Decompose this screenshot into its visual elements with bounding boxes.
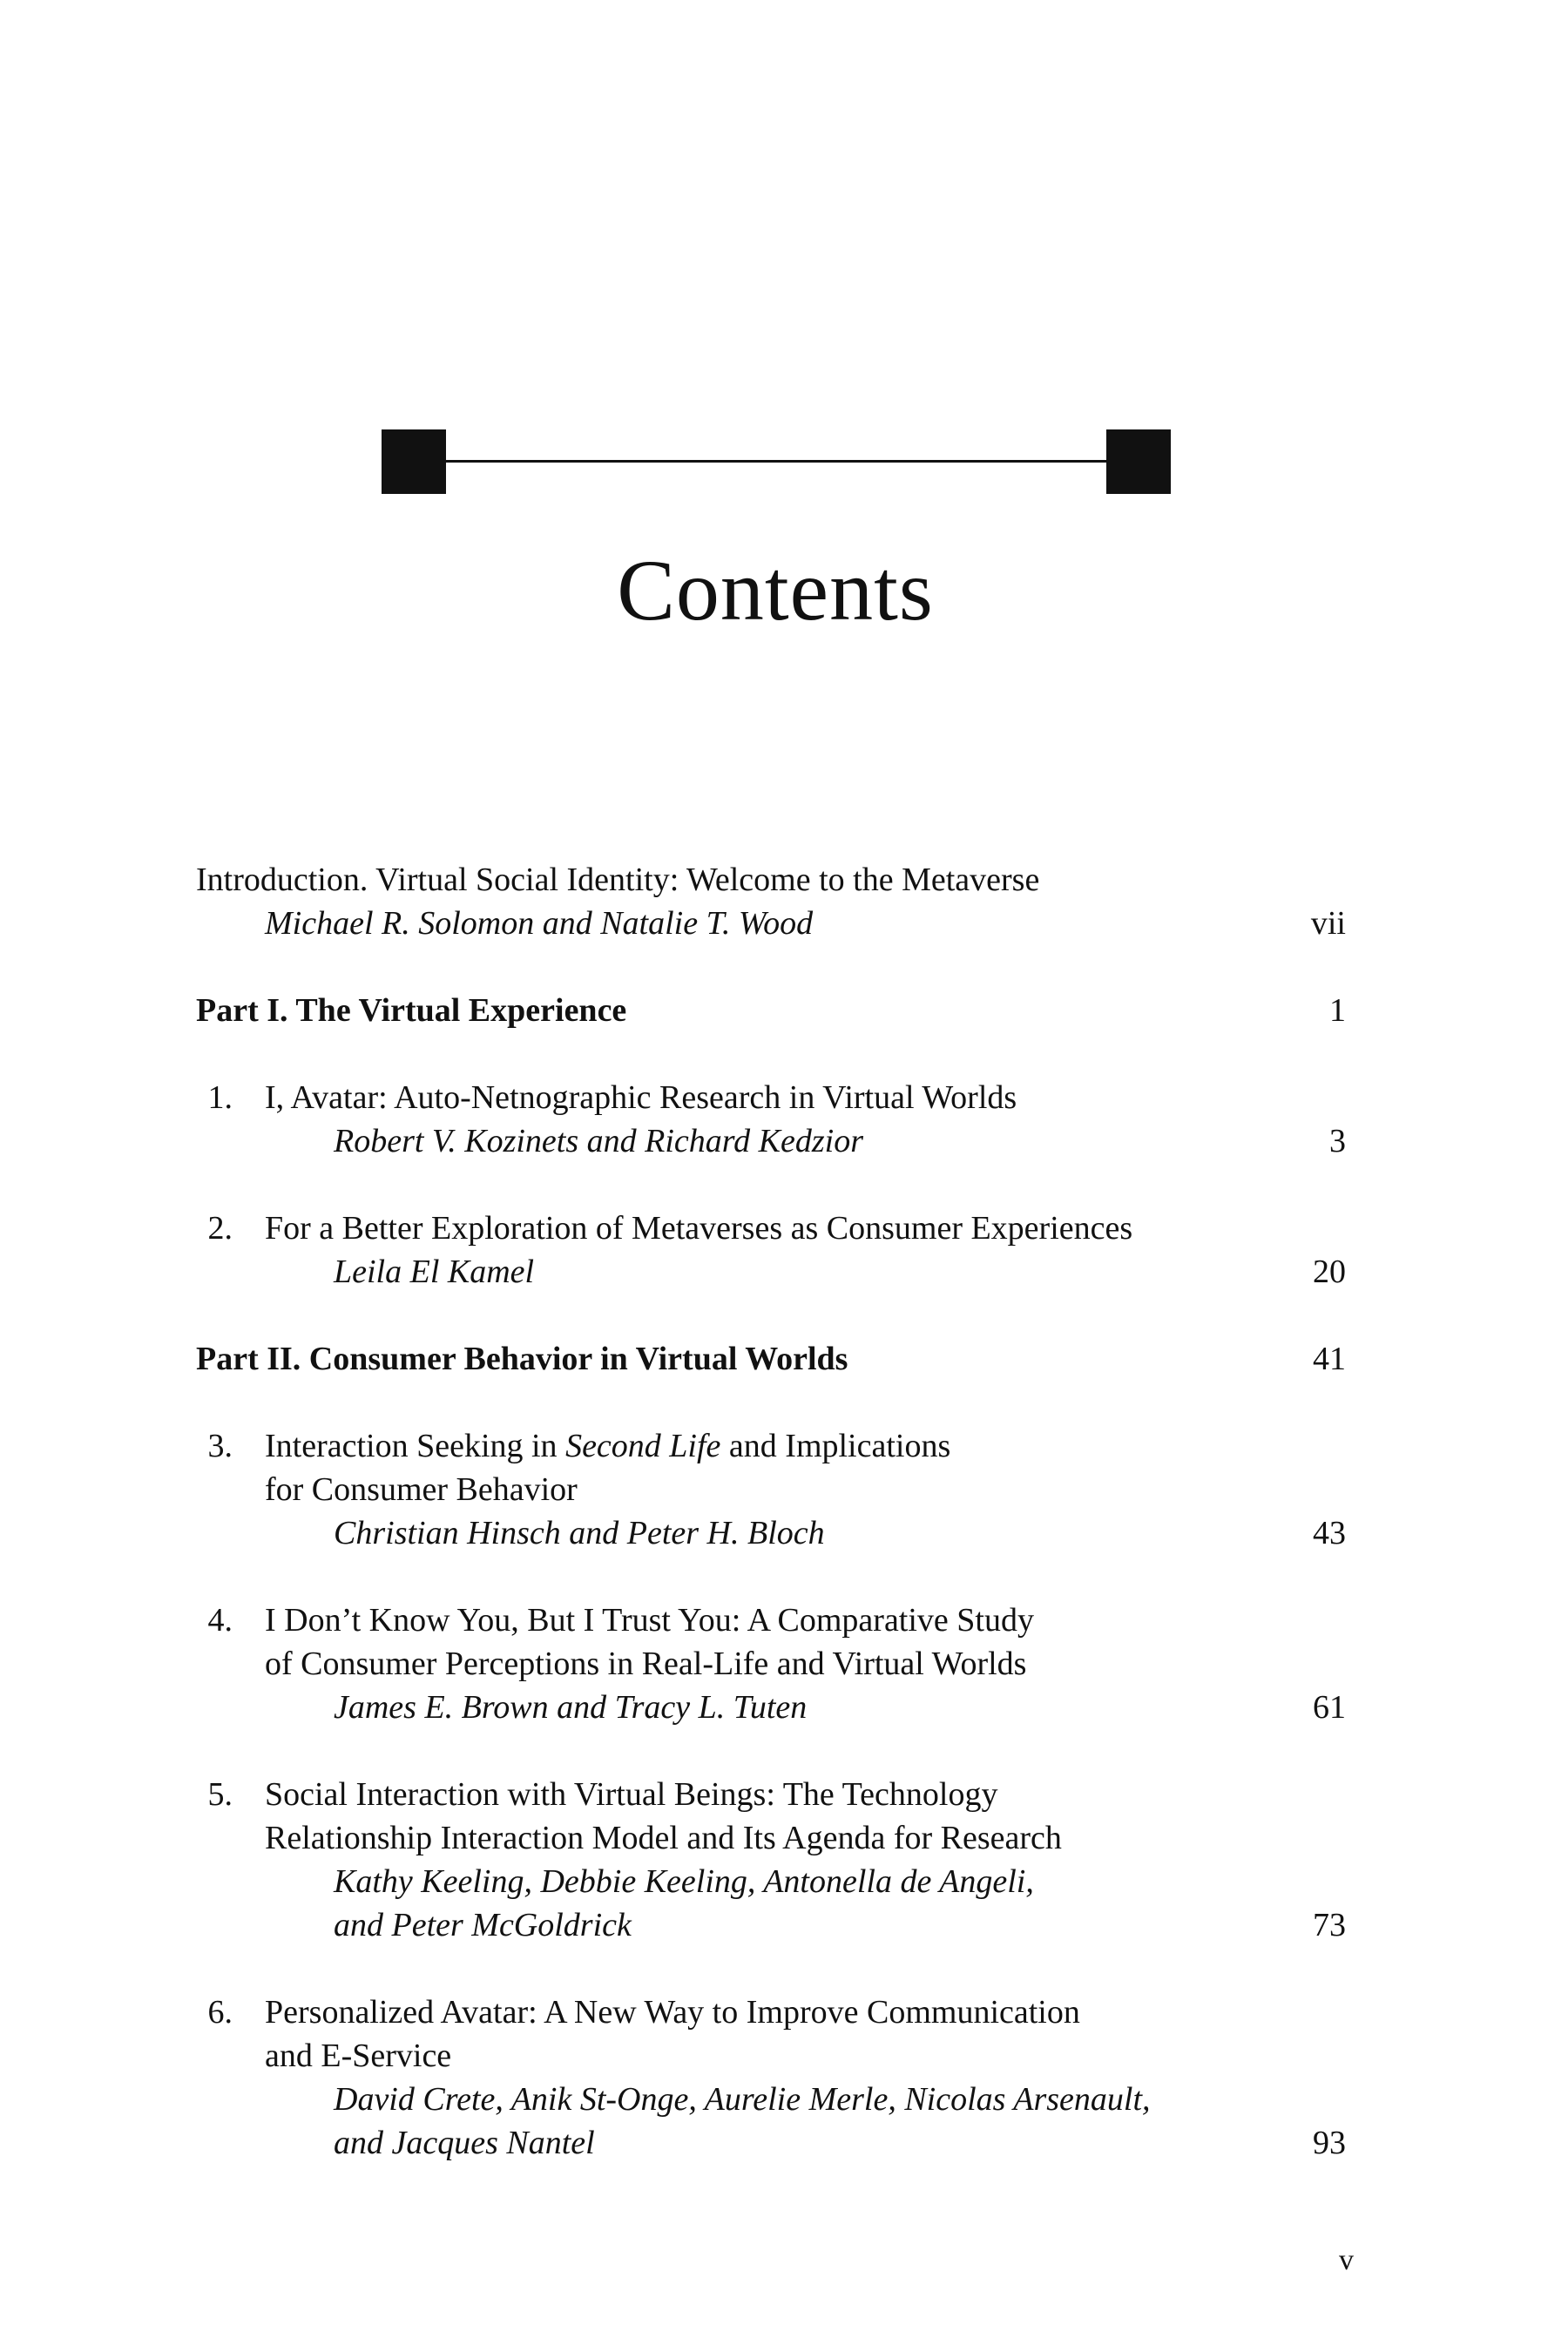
ornament-square-right xyxy=(1106,429,1171,494)
chapter-4-title-line2: of Consumer Perceptions in Real-Life and Virtual Worlds xyxy=(265,1646,1027,1682)
chapter-2-authors: Leila El Kamel xyxy=(334,1254,535,1290)
toc-chapter-1[interactable] xyxy=(196,1076,1346,1119)
chapter-4-page-number: 61 xyxy=(1313,1689,1346,1726)
chapter-1-page-number: 3 xyxy=(1329,1123,1346,1159)
chapter-3-title xyxy=(265,1424,950,1468)
chapter-1-title: I, Avatar: Auto-Netnographic Research in Virtual Worlds xyxy=(265,1079,1017,1116)
chapter-6-number: 6. xyxy=(207,1994,233,2031)
chapter-6-authors-line1: David Crete, Anik St-Onge, Aurelie Merle, Nicolas Arsenault, xyxy=(334,2081,1151,2118)
toc-chapter-3-title-line-2 xyxy=(196,1468,1346,1511)
toc-chapter-5-title-line-2 xyxy=(196,1816,1346,1860)
part2-page-number: 41 xyxy=(1313,1341,1346,1377)
toc-chapter-3[interactable] xyxy=(196,1424,1346,1468)
title-ornament xyxy=(382,429,1171,494)
chapter-2-number: 2. xyxy=(207,1210,233,1247)
chapter-5-page-number: 73 xyxy=(1313,1907,1346,1943)
chapter-3-authors: Christian Hinsch and Peter H. Bloch xyxy=(334,1515,825,1551)
toc-chapter-4[interactable] xyxy=(196,1598,1346,1642)
chapter-5-authors-line1: Kathy Keeling, Debbie Keeling, Antonella de Angeli, xyxy=(334,1863,1034,1900)
toc-chapter-5-authors-line-1 xyxy=(196,1860,1346,1903)
chapter-5-title-line2: Relationship Interaction Model and Its Agenda for Research xyxy=(265,1820,1062,1856)
chapter-1-authors: Robert V. Kozinets and Richard Kedzior xyxy=(334,1123,863,1159)
ornament-rule xyxy=(446,460,1106,463)
chapter-3-number: 3. xyxy=(207,1428,233,1464)
page-title: Contents xyxy=(617,542,934,639)
toc-chapter-3-authors xyxy=(196,1511,1346,1555)
toc-chapter-4-title-line-2 xyxy=(196,1642,1346,1686)
chapter-4-authors: James E. Brown and Tracy L. Tuten xyxy=(334,1689,808,1726)
chapter-6-title-line2: and E-Service xyxy=(265,2038,452,2074)
toc-chapter-5-authors-line-2 xyxy=(196,1903,1346,1947)
part1-title: Part I. The Virtual Experience xyxy=(196,992,627,1029)
part1-page-number: 1 xyxy=(1329,992,1346,1029)
chapter-3-title-italic: Second Life xyxy=(565,1428,721,1464)
intro-page-number: vii xyxy=(1310,905,1346,942)
toc-chapter-5[interactable] xyxy=(196,1773,1346,1816)
chapter-1-number: 1. xyxy=(207,1079,233,1116)
chapter-3-title-post: and Implications xyxy=(728,1428,951,1464)
chapter-6-title-line1: Personalized Avatar: A New Way to Improve Communication xyxy=(265,1994,1080,2031)
chapter-3-title-pre: Interaction Seeking in xyxy=(265,1428,558,1464)
toc-entry-introduction[interactable] xyxy=(196,858,1346,902)
chapter-5-authors-line2: and Peter McGoldrick xyxy=(334,1907,632,1943)
toc-chapter-6-authors-line-1 xyxy=(196,2078,1346,2121)
toc-part-2[interactable] xyxy=(196,1337,1346,1381)
chapter-3-title-line2: for Consumer Behavior xyxy=(265,1471,578,1508)
toc-chapter-4-authors xyxy=(196,1686,1346,1729)
toc-chapter-1-authors xyxy=(196,1119,1346,1163)
intro-title: Introduction. Virtual Social Identity: Welcome to the Metaverse xyxy=(196,862,1040,898)
chapter-3-page-number: 43 xyxy=(1313,1515,1346,1551)
chapter-6-page-number: 93 xyxy=(1313,2125,1346,2161)
toc-entry-introduction-authors xyxy=(196,902,1346,945)
chapter-5-number: 5. xyxy=(207,1776,233,1813)
toc-chapter-6-title-line-2 xyxy=(196,2034,1346,2078)
intro-authors: Michael R. Solomon and Natalie T. Wood xyxy=(265,905,814,942)
toc-chapter-2[interactable] xyxy=(196,1206,1346,1250)
ornament-square-left xyxy=(382,429,446,494)
chapter-2-page-number: 20 xyxy=(1313,1254,1346,1290)
chapter-4-number: 4. xyxy=(207,1602,233,1639)
toc-chapter-2-authors xyxy=(196,1250,1346,1294)
chapter-6-authors-line2: and Jacques Nantel xyxy=(334,2125,595,2161)
toc-chapter-6[interactable] xyxy=(196,1990,1346,2034)
part2-title: Part II. Consumer Behavior in Virtual Worlds xyxy=(196,1341,848,1377)
toc-part-1[interactable] xyxy=(196,989,1346,1032)
chapter-4-title-line1: I Don’t Know You, But I Trust You: A Comparative Study xyxy=(265,1602,1034,1639)
chapter-5-title-line1: Social Interaction with Virtual Beings: The Technology xyxy=(265,1776,998,1813)
folio-page-number: v xyxy=(1339,2244,1354,2276)
toc-chapter-6-authors-line-2 xyxy=(196,2121,1346,2165)
chapter-2-title: For a Better Exploration of Metaverses as Consumer Experiences xyxy=(265,1210,1133,1247)
